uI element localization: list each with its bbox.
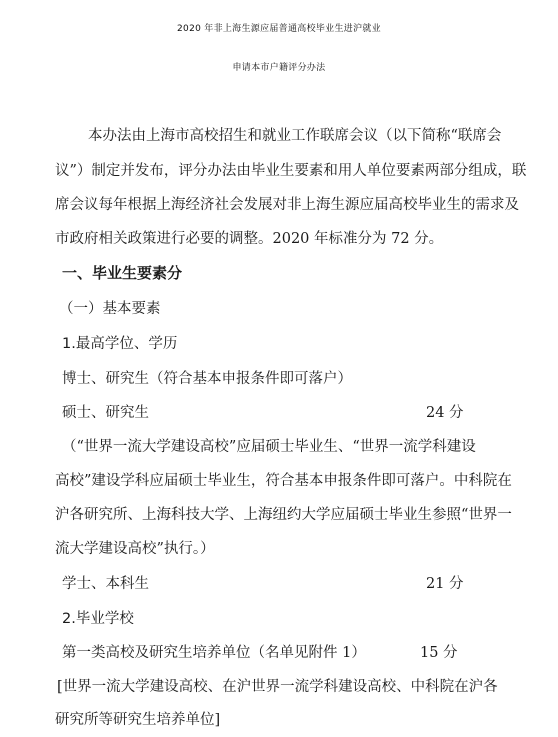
document-title-line-1: 2020 年非上海生源应届普通高校毕业生进沪就业 [177,24,381,34]
master-line: 硕士、研究生 [62,405,149,421]
intro-line-4: 市政府相关政策进行必要的调整。2020 年标准分为 72 分。 [55,231,444,247]
section-heading-graduate-factors: 一、毕业生要素分 [62,264,183,282]
class1-note-line-1: [世界一流大学建设高校、在沪世界一流学科建设高校、中科院在沪各 [57,679,498,695]
intro-line-1: 本办法由上海市高校招生和就业工作联席会议（以下简称“联席会 [88,128,502,144]
class1-score: 15 分 [420,645,458,661]
item-heading-school: 2.毕业学校 [62,611,134,627]
bachelor-score: 21 分 [426,576,464,592]
master-note-line-4: 流大学建设高校”执行。） [55,541,215,557]
document-title-line-2: 申请本市户籍评分办法 [232,63,326,73]
subsection-heading-basic-factors: （一）基本要素 [59,301,161,317]
master-note-line-1: （“世界一流大学建设高校”应届硕士毕业生、“世界一流学科建设 [62,439,476,455]
master-note-line-3: 沪各研究所、上海科技大学、上海纽约大学应届硕士毕业生参照“世界一 [55,507,512,523]
intro-line-3: 席会议每年根据上海经济社会发展对非上海生源应届高校毕业生的需求及 [55,197,519,213]
bachelor-line: 学士、本科生 [62,576,149,592]
class1-line: 第一类高校及研究生培养单位（名单见附件 1） [62,645,366,661]
item-heading-degree: 1.最高学位、学历 [62,336,178,352]
class1-note-line-2: 研究所等研究生培养单位] [55,712,221,728]
master-score: 24 分 [426,405,464,421]
doctor-line: 博士、研究生（符合基本申报条件即可落户） [62,371,352,387]
master-note-line-2: 高校”建设学科应届硕士毕业生，符合基本申报条件即可落户。中科院在 [55,473,512,489]
intro-line-2: 议”）制定并发布，评分办法由毕业生要素和用人单位要素两部分组成，联 [55,163,527,179]
